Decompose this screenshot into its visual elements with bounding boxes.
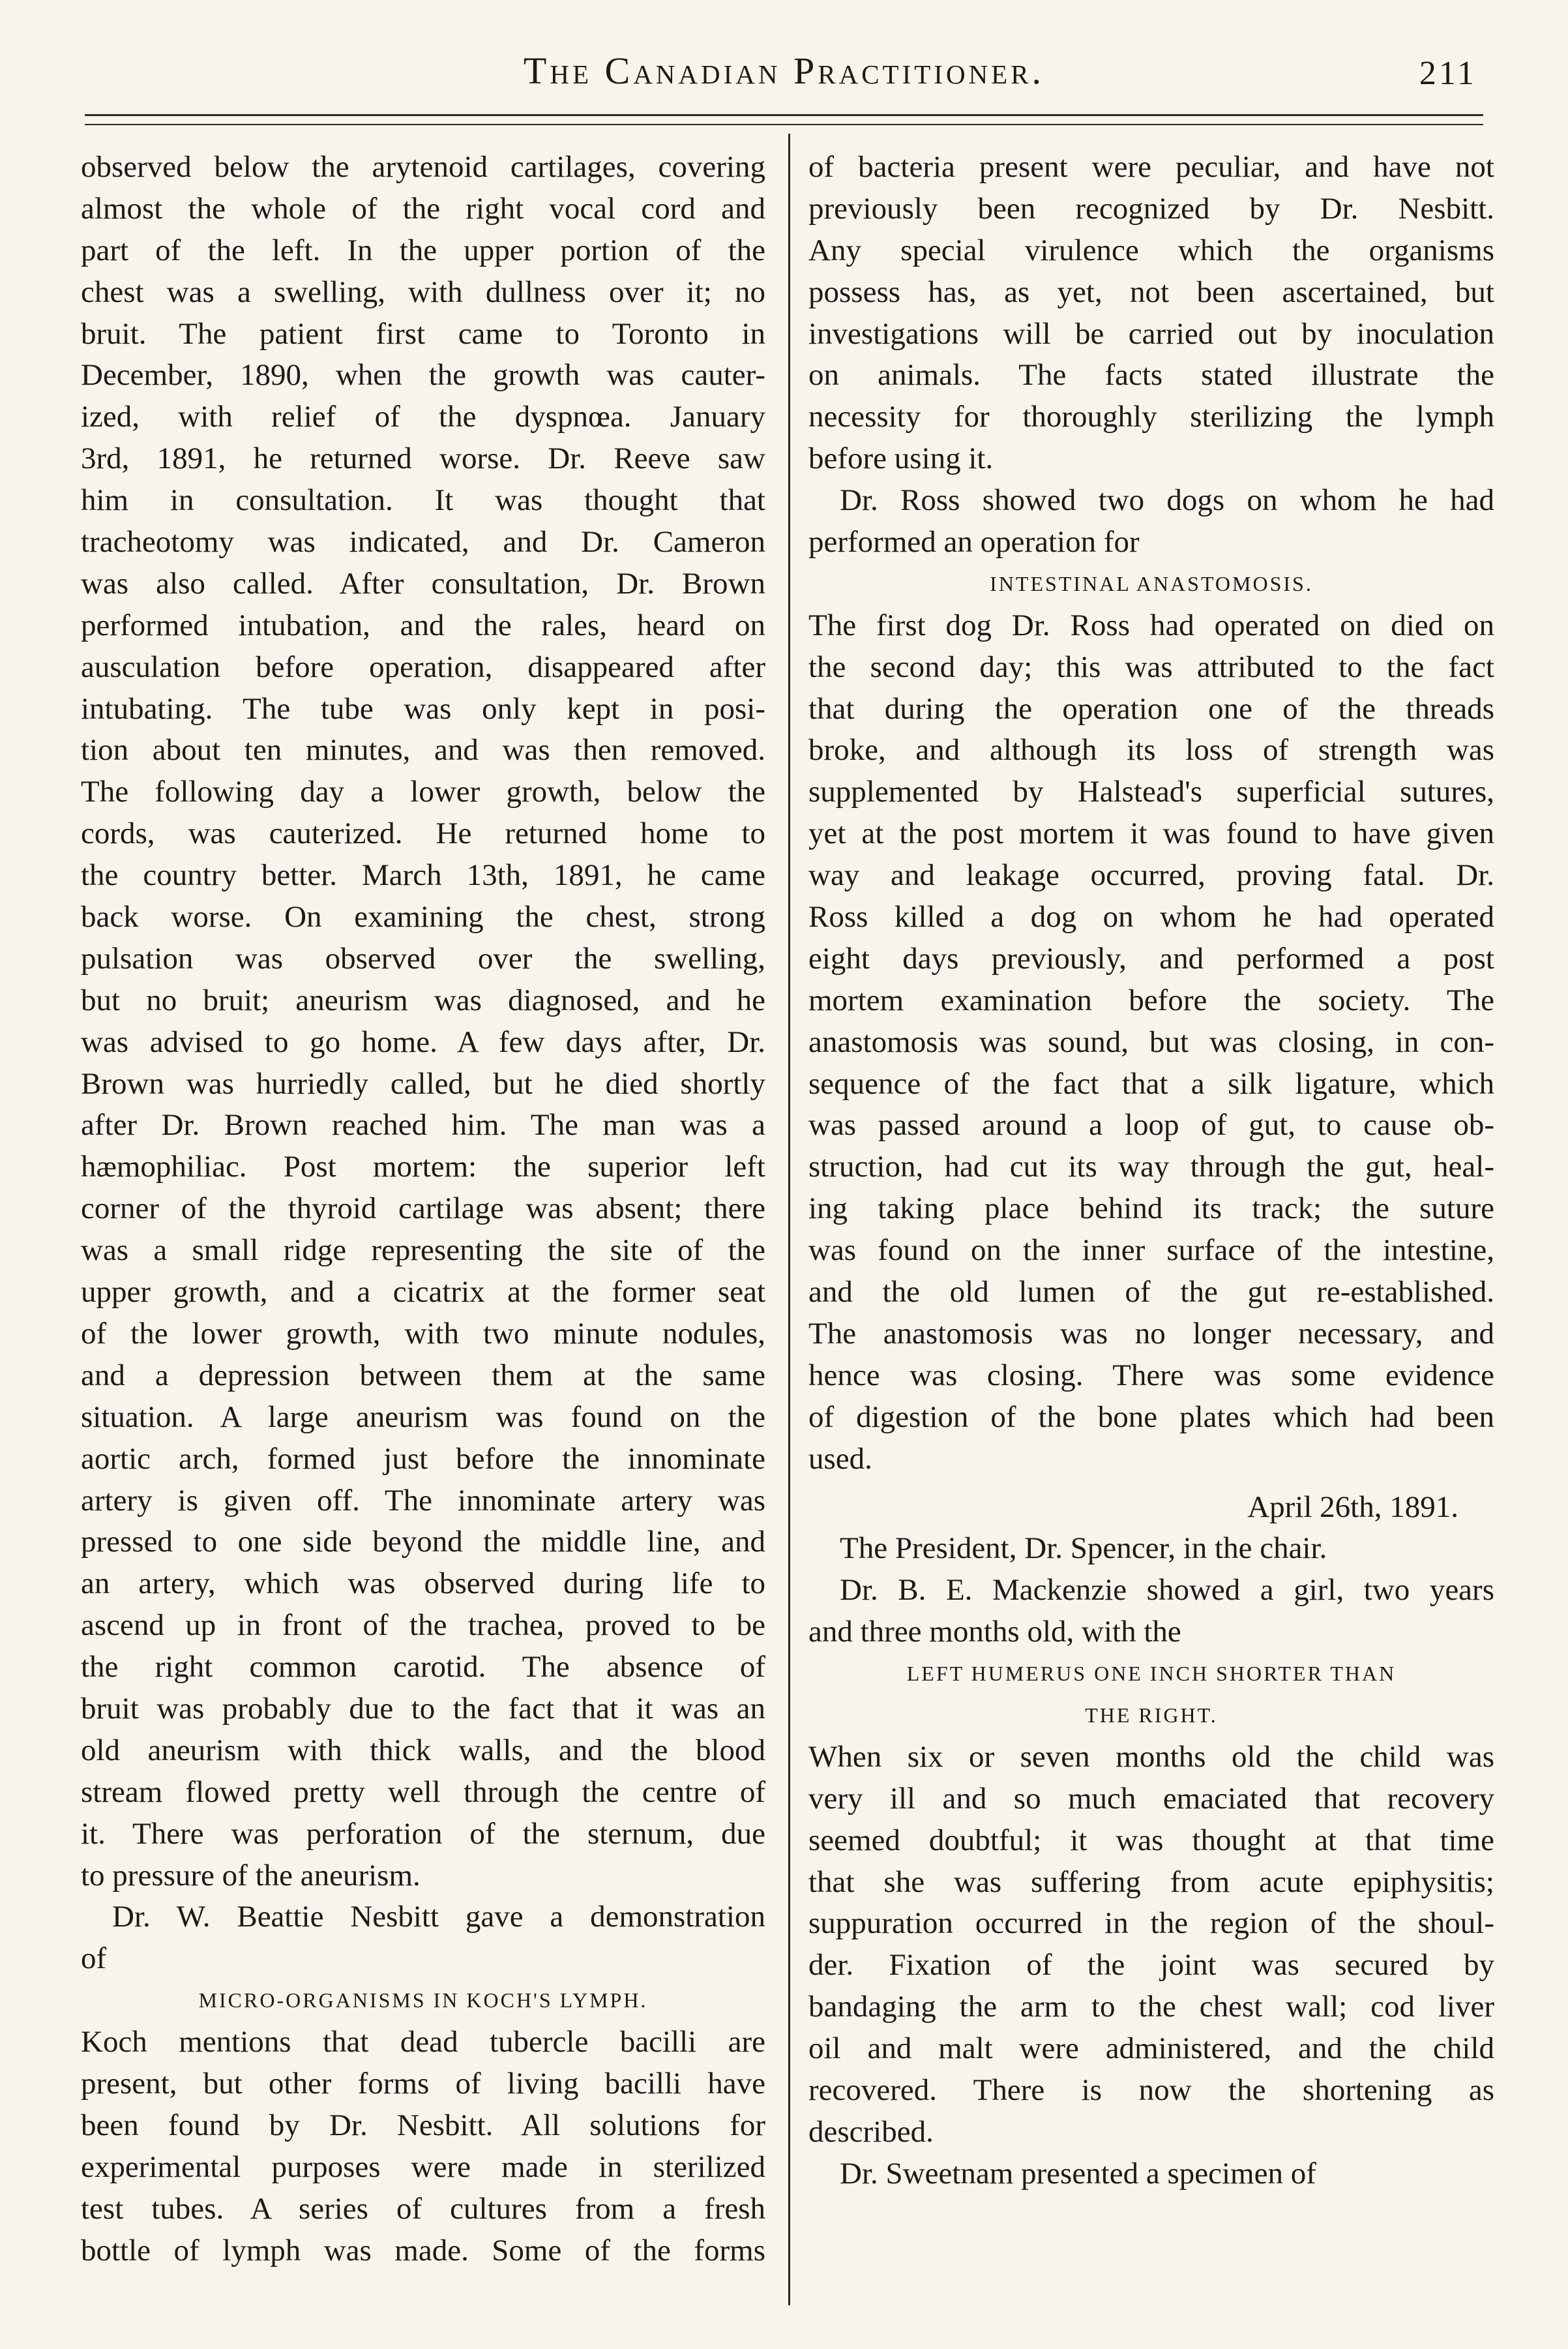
text-line: of digestion of the bone plates which had been bbox=[808, 1399, 1494, 1434]
text-line: bruit was probably due to the fact that it was an bbox=[81, 1691, 765, 1726]
text-line: almost the whole of the right vocal cord and bbox=[81, 191, 765, 226]
right-column bbox=[808, 147, 1494, 2195]
text-line: after Dr. Brown reached him. The man was a bbox=[81, 1108, 765, 1143]
text-line: ascend up in front of the trachea, proved to be bbox=[81, 1608, 765, 1643]
header-rule-bottom bbox=[85, 124, 1483, 125]
text-line: recovered. There is now the shortening as bbox=[808, 2072, 1494, 2107]
text-line: Dr. B. E. Mackenzie showed a girl, two years bbox=[840, 1573, 1494, 1608]
text-line: old aneurism with thick walls, and the blood bbox=[81, 1733, 765, 1767]
section-heading: MICRO-ORGANISMS IN KOCH'S LYMPH. bbox=[198, 1988, 648, 2012]
text-line: The following day a lower growth, below the bbox=[81, 775, 765, 809]
text-line: struction, had cut its way through the gut, heal- bbox=[808, 1150, 1494, 1184]
text-line: Koch mentions that dead tubercle bacilli are bbox=[81, 2025, 765, 2059]
text-line: investigations will be carried out by inoculation bbox=[808, 316, 1494, 351]
text-line: broke, and although its loss of strength was bbox=[808, 733, 1494, 768]
text-line: pulsation was observed over the swelling, bbox=[81, 941, 765, 976]
text-line: bottle of lymph was made. Some of the forms bbox=[81, 2233, 765, 2267]
text-line: possess has, as yet, not been ascertained, but bbox=[808, 275, 1494, 309]
text-line: of bacteria present were peculiar, and have not bbox=[808, 150, 1494, 184]
section-heading: THE RIGHT. bbox=[1085, 1703, 1218, 1727]
text-line: hence was closing. There was some evidence bbox=[808, 1358, 1494, 1392]
text-line: der. Fixation of the joint was secured by bbox=[808, 1948, 1494, 1982]
text-line: corner of the thyroid cartilage was absent; there bbox=[81, 1191, 765, 1226]
text-line: ausculation before operation, disappeared after bbox=[81, 650, 765, 684]
text-line: aortic arch, formed just before the innominate bbox=[81, 1441, 765, 1476]
section-heading: LEFT HUMERUS ONE INCH SHORTER THAN bbox=[906, 1662, 1397, 1686]
text-line: bruit. The patient first came to Toronto in bbox=[81, 316, 765, 351]
text-line: been found by Dr. Nesbitt. All solutions for bbox=[81, 2108, 765, 2142]
text-line: observed below the arytenoid cartilages, covering bbox=[81, 150, 765, 184]
text-line: and three months old, with the bbox=[808, 1615, 1181, 1649]
text-line: test tubes. A series of cultures from a fresh bbox=[81, 2191, 765, 2226]
text-line: Ross killed a dog on whom he had operated bbox=[808, 900, 1494, 935]
text-line: of bbox=[81, 1941, 107, 1976]
text-line: used. bbox=[808, 1441, 872, 1476]
text-line: Dr. Ross showed two dogs on whom he had bbox=[840, 483, 1494, 518]
running-title: The Canadian Practitioner. bbox=[523, 50, 1045, 92]
text-line: the right common carotid. The absence of bbox=[81, 1650, 765, 1684]
text-line: ing taking place behind its track; the suture bbox=[808, 1191, 1494, 1226]
text-line: pressed to one side beyond the middle line, and bbox=[81, 1525, 765, 1559]
text-line: before using it. bbox=[808, 441, 994, 476]
text-line: situation. A large aneurism was found on the bbox=[81, 1399, 765, 1434]
text-line: necessity for thoroughly sterilizing the lymph bbox=[808, 400, 1494, 434]
section-heading: INTESTINAL ANASTOMOSIS. bbox=[990, 571, 1313, 595]
text-line: back worse. On examining the chest, strong bbox=[81, 900, 765, 935]
text-line: very ill and so much emaciated that recovery bbox=[808, 1781, 1494, 1816]
text-line: The anastomosis was no longer necessary, and bbox=[808, 1316, 1494, 1351]
text-line: upper growth, and a cicatrix at the former seat bbox=[81, 1275, 765, 1309]
text-line: eight days previously, and performed a post bbox=[808, 941, 1494, 976]
text-line: was also called. After consultation, Dr. Brown bbox=[81, 566, 765, 601]
text-line: The President, Dr. Spencer, in the chair. bbox=[840, 1531, 1327, 1566]
text-line: tion about ten minutes, and was then removed. bbox=[81, 733, 765, 768]
text-line: oil and malt were administered, and the child bbox=[808, 2031, 1494, 2066]
text-line: and the old lumen of the gut re-established. bbox=[808, 1275, 1494, 1309]
text-line: was found on the inner surface of the intestine, bbox=[808, 1233, 1494, 1268]
text-line: artery is given off. The innominate artery was bbox=[81, 1483, 765, 1518]
text-line: it. There was perforation of the sternum, due bbox=[81, 1816, 765, 1851]
header-rule-top bbox=[85, 114, 1483, 116]
meeting-date: April 26th, 1891. bbox=[1247, 1489, 1458, 1524]
text-line: yet at the post mortem it was found to have given bbox=[808, 816, 1494, 851]
text-line: mortem examination before the society. The bbox=[808, 983, 1494, 1017]
text-line: was a small ridge representing the site of the bbox=[81, 1233, 765, 1268]
text-line: him in consultation. It was thought that bbox=[81, 483, 765, 518]
text-line: supplemented by Halstead's superficial sutures, bbox=[808, 775, 1494, 809]
text-line: and a depression between them at the same bbox=[81, 1358, 765, 1392]
text-line: suppuration occurred in the region of the shoul- bbox=[808, 1906, 1494, 1941]
text-line: December, 1890, when the growth was cauter- bbox=[81, 358, 765, 393]
text-line: performed an operation for bbox=[808, 525, 1140, 560]
text-line: Dr. Sweetnam presented a specimen of bbox=[840, 2156, 1316, 2191]
text-line: bandaging the arm to the chest wall; cod liver bbox=[808, 1990, 1494, 2024]
text-line: but no bruit; aneurism was diagnosed, and he bbox=[81, 983, 765, 1017]
text-line: described. bbox=[808, 2114, 934, 2149]
text-line: intubating. The tube was only kept in posi- bbox=[81, 691, 765, 726]
text-line: of the lower growth, with two minute nodules, bbox=[81, 1316, 765, 1351]
text-line: was advised to go home. A few days after, Dr. bbox=[81, 1025, 765, 1059]
text-line: sequence of the fact that a silk ligature, which bbox=[808, 1066, 1494, 1101]
text-line: ized, with relief of the dyspnœa. January bbox=[81, 400, 765, 434]
text-line: the second day; this was attributed to the fact bbox=[808, 650, 1494, 684]
text-line: experimental purposes were made in sterilized bbox=[81, 2149, 765, 2184]
text-line: hæmophiliac. Post mortem: the superior left bbox=[81, 1150, 765, 1184]
text-line: present, but other forms of living bacilli have bbox=[81, 2066, 765, 2101]
page-header bbox=[85, 36, 1483, 114]
text-line: way and leakage occurred, proving fatal. Dr. bbox=[808, 858, 1494, 893]
text-line: anastomosis was sound, but was closing, in con- bbox=[808, 1025, 1494, 1059]
column-divider bbox=[788, 134, 790, 2305]
text-line: previously been recognized by Dr. Nesbitt. bbox=[808, 191, 1494, 226]
text-line: cords, was cauterized. He returned home to bbox=[81, 816, 765, 851]
text-line: tracheotomy was indicated, and Dr. Cameron bbox=[81, 525, 765, 560]
text-line: that during the operation one of the threads bbox=[808, 691, 1494, 726]
text-line: an artery, which was observed during life to bbox=[81, 1566, 765, 1601]
text-line: chest was a swelling, with dullness over it; no bbox=[81, 275, 765, 309]
text-line: the country better. March 13th, 1891, he came bbox=[81, 858, 765, 893]
text-line: 3rd, 1891, he returned worse. Dr. Reeve saw bbox=[81, 441, 765, 476]
text-line: on animals. The facts stated illustrate the bbox=[808, 358, 1494, 393]
text-line: was passed around a loop of gut, to cause ob- bbox=[808, 1108, 1494, 1143]
text-line: Any special virulence which the organisms bbox=[808, 233, 1494, 267]
text-line: seemed doubtful; it was thought at that time bbox=[808, 1823, 1494, 1857]
text-line: The first dog Dr. Ross had operated on died on bbox=[808, 608, 1494, 642]
text-line: part of the left. In the upper portion of the bbox=[81, 233, 765, 267]
text-line: to pressure of the aneurism. bbox=[81, 1858, 421, 1893]
text-line: performed intubation, and the rales, heard on bbox=[81, 608, 765, 642]
text-line: When six or seven months old the child was bbox=[808, 1739, 1494, 1774]
text-line: Dr. W. Beattie Nesbitt gave a demonstration bbox=[112, 1900, 765, 1934]
text-line: Brown was hurriedly called, but he died shortly bbox=[81, 1066, 765, 1101]
text-line: stream flowed pretty well through the centre of bbox=[81, 1774, 765, 1809]
left-column bbox=[81, 147, 765, 2271]
text-line: that she was suffering from acute epiphysitis; bbox=[808, 1864, 1494, 1899]
page-number: 211 bbox=[1419, 55, 1477, 92]
